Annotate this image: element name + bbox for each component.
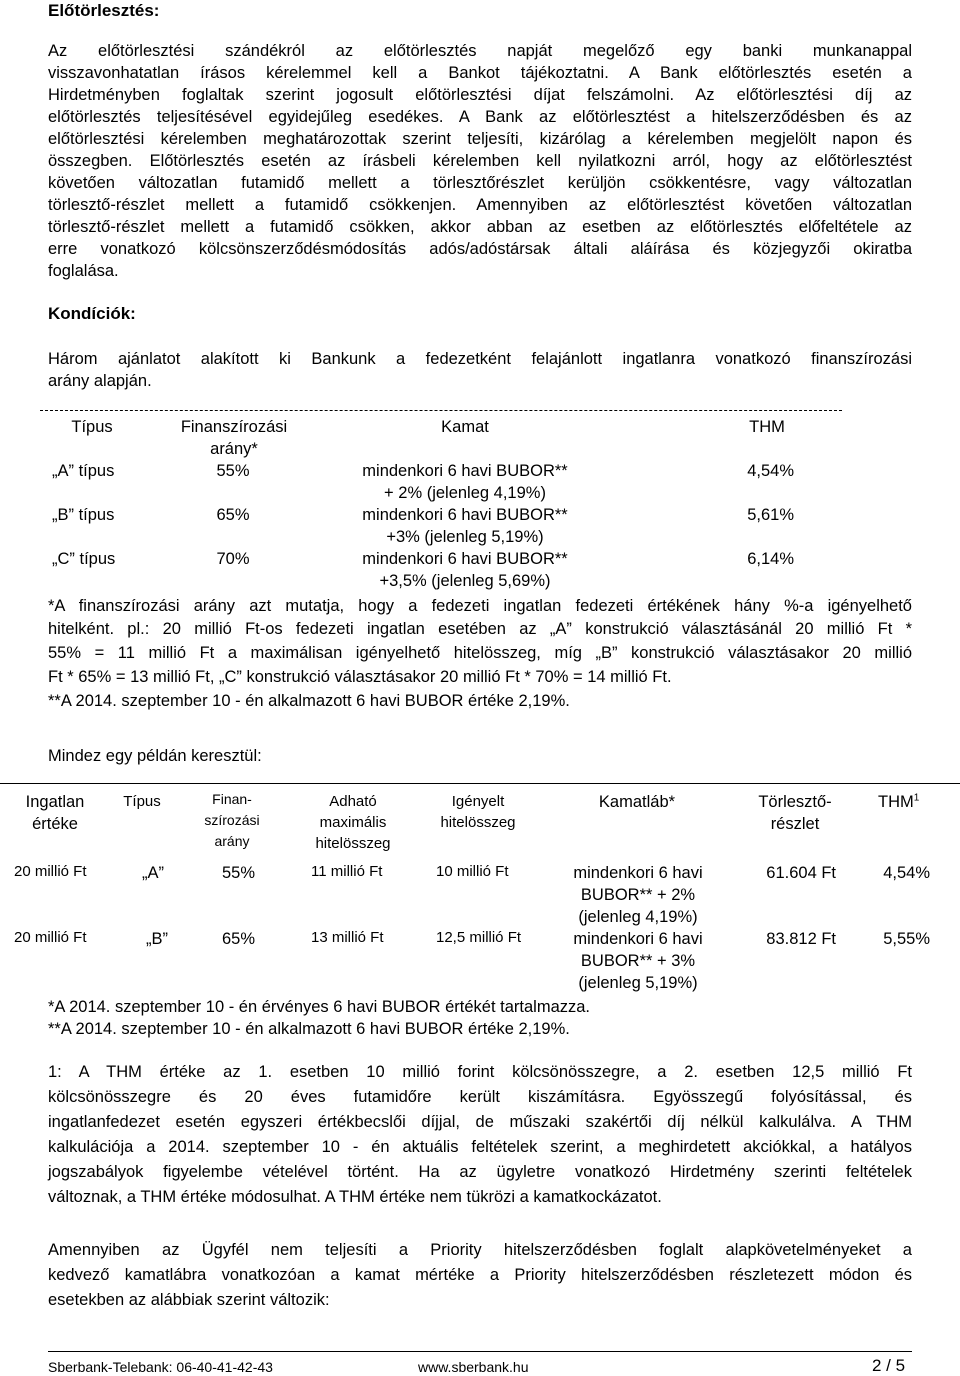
text-line: Az előtörlesztési szándékról az előtörlesztés napját megelőző egy banki munkanappal — [48, 42, 912, 60]
text-line: kedvező kamatlábra vonatkozóan a kamat mértéke a Priority hitelszerződésben részletezett módon és — [48, 1266, 912, 1284]
offer-ratio: 55% — [216, 462, 250, 480]
conditions-heading: Kondíciók: — [48, 304, 136, 323]
example-ratio: 55% — [222, 864, 256, 882]
text-line: törlesztő-részlet mellett a futamidő csökkenjen. Amennyiben az előtörlesztést követően változatlan — [48, 196, 912, 214]
offers-header-rate: Kamat — [441, 418, 489, 436]
text-line: változnak, a THM értéke módosulhat. A THM értéke nem tükrözi a kamatkockázatot. — [48, 1188, 662, 1206]
text-line: követően változatlan futamidő mellett a törlesztőrészlet kerüljön csökkentésre, vagy változatlan — [48, 174, 912, 192]
note-line: *A 2014. szeptember 10 - én érvényes 6 havi BUBOR értékét tartalmazza. — [48, 998, 591, 1016]
example-thm: 4,54% — [883, 864, 930, 882]
offer-type: „C” típus — [52, 550, 116, 568]
example-type: „A” — [142, 864, 164, 882]
offer-ratio: 70% — [216, 550, 250, 568]
example-header-value: Ingatlan értéke — [25, 793, 85, 833]
example-notes — [48, 996, 912, 1040]
example-header-requested: Igényelt hitelösszeg — [440, 793, 516, 831]
text-line: törlesztő-részlet mellett a futamidő csökken, akkor abban az esetben az előtörlesztés előfeltétele az — [48, 218, 912, 236]
example-header-rate: Kamatláb* — [598, 793, 676, 811]
thm-note-paragraph — [48, 1060, 912, 1210]
offers-header-ratio: Finanszírozási arány* — [180, 418, 288, 458]
example-header-type: Típus — [123, 793, 161, 810]
example-rate: mindenkori 6 havi BUBOR** + 3% (jelenleg 5,19%) — [573, 930, 703, 992]
footer-rule — [48, 1351, 912, 1352]
offer-rate: mindenkori 6 havi BUBOR** + 2% (jelenleg 4,19%) — [362, 462, 568, 502]
conditions-paragraph — [48, 348, 912, 392]
priority-paragraph — [48, 1238, 912, 1313]
example-ratio: 65% — [222, 930, 256, 948]
example-thm: 5,55% — [883, 930, 930, 948]
offer-thm: 5,61% — [747, 506, 794, 524]
note-line: hitelként. pl.: 20 millió Ft-os fedezeti ingatlan esetében az „A” konstrukció választásánál 20 millió Ft * — [48, 620, 912, 638]
text-line: 1: A THM értéke az 1. esetben 10 millió forint kölcsönösszegre, a 2. esetben 12,5 millió Ft — [48, 1063, 912, 1081]
text-line: előtörlesztési kérelemben meghatározottak szerint teljesíti, kizárólag a kérelemben megjelölt napon és — [48, 130, 912, 148]
example-value: 20 millió Ft — [14, 863, 87, 880]
example-installment: 83.812 Ft — [766, 930, 836, 948]
example-type: „B” — [146, 930, 168, 948]
offer-rate: mindenkori 6 havi BUBOR** +3% (jelenleg 5,19%) — [362, 506, 568, 546]
example-rate: mindenkori 6 havi BUBOR** + 2% (jelenleg 4,19%) — [573, 864, 703, 926]
table-top-border — [40, 410, 842, 411]
text-line: arány alapján. — [48, 372, 152, 390]
table-top-border — [0, 783, 960, 784]
prepayment-paragraph — [48, 40, 912, 282]
example-value: 20 millió Ft — [14, 929, 87, 946]
text-line: előtörlesztés teljesítésével egyidejűleg esedékes. A Bank az előtörlesztést a hitelszerződésben és az — [48, 108, 912, 126]
offer-type: „A” típus — [52, 462, 115, 480]
text-line: Hirdetményben foglaltak szerint jogosult előtörlesztési díjat felszámolni. Az előtörlesztési díj az — [48, 86, 912, 104]
example-header-thm: THM$^1$ — [878, 792, 920, 811]
note-line: *A finanszírozási arány azt mutatja, hogy a fedezeti ingatlan fedezeti értékének hány %-a igényelhető — [48, 597, 912, 615]
example-max: 11 millió Ft — [311, 863, 383, 880]
text-line: esetekben az alábbiak szerint változik: — [48, 1291, 330, 1309]
footer-phone: Sberbank-Telebank: 06-40-41-42-43 — [48, 1359, 273, 1375]
example-header-installment: Törlesztő- részlet — [758, 793, 832, 833]
example-header-max: Adható maximális hitelösszeg — [315, 793, 391, 852]
example-requested: 12,5 millió Ft — [436, 929, 522, 946]
offer-ratio: 65% — [216, 506, 250, 524]
text-line: összegben. Előtörlesztés esetén az írásbeli kérelemben kell nyilatkozni arról, hogy az előtörlesztést — [48, 152, 912, 170]
offer-thm: 4,54% — [747, 462, 794, 480]
text-line: jogszabályok figyelembe vételével történt. Ha az ügyletre vonatkozó Hirdetmény szerinti feltételek — [48, 1163, 912, 1181]
text-line: kölcsönösszegre és 20 éves futamidőre került kiszámításra. Egyösszegű folyósítással, és — [48, 1088, 912, 1106]
example-max: 13 millió Ft — [311, 929, 384, 946]
offer-type: „B” típus — [52, 506, 115, 524]
example-intro: Mindez egy példán keresztül: — [48, 747, 262, 765]
note-line: 55% = 11 millió Ft a maximálisan igényelhető hitelösszeg, míg „B” konstrukció választásakor 20 millió — [48, 644, 912, 662]
text-line: Három ajánlatot alakított ki Bankunk a fedezetként felajánlott ingatlanra vonatkozó finanszírozási — [48, 350, 912, 368]
example-requested: 10 millió Ft — [436, 863, 509, 880]
text-line: visszavonhatatlan írásos kérelemmel kell a Bankot tájékoztatni. A Bank előtörlesztés esetén a — [48, 64, 912, 82]
prepayment-heading: Előtörlesztés: — [48, 1, 160, 20]
footer-website-link[interactable]: www.sberbank.hu — [418, 1359, 529, 1375]
offer-rate: mindenkori 6 havi BUBOR** +3,5% (jelenleg 5,69%) — [362, 550, 568, 590]
offers-header-thm: THM — [749, 418, 785, 436]
text-line: Amennyiben az Ügyfél nem teljesíti a Priority hitelszerződésben foglalt alapkövetelményeket a — [48, 1241, 912, 1259]
page-number: 2 / 5 — [872, 1356, 906, 1375]
text-line: erre vonatkozó kölcsönszerződésmódosítás adós/adóstársak általi aláírása és közjegyzői okiratba — [48, 240, 912, 258]
offers-header-type: Típus — [71, 418, 113, 436]
note-line: **A 2014. szeptember 10 - én alkalmazott 6 havi BUBOR értéke 2,19%. — [48, 692, 570, 710]
text-line: kalkulációja a 2014. szeptember 10 - én aktuális feltételek szerint, a meghirdetett akciókkal, a hatályos — [48, 1138, 912, 1156]
offer-thm: 6,14% — [747, 550, 794, 568]
offers-notes — [48, 595, 912, 713]
text-line: foglalása. — [48, 262, 119, 280]
example-installment: 61.604 Ft — [766, 864, 836, 882]
text-line: ingatlanfedezet esetén egyszeri értékbecslői díjjal, de műszaki szakértői díj nélkül kalkulálva. A THM — [48, 1113, 912, 1131]
note-line: **A 2014. szeptember 10 - én alkalmazott 6 havi BUBOR értéke 2,19%. — [48, 1020, 570, 1038]
note-line: Ft * 65% = 13 millió Ft, „C” konstrukció választásakor 20 millió Ft * 70% = 14 millió Ft. — [48, 668, 672, 686]
example-header-ratio: Finan- szírozási arány — [204, 791, 260, 849]
